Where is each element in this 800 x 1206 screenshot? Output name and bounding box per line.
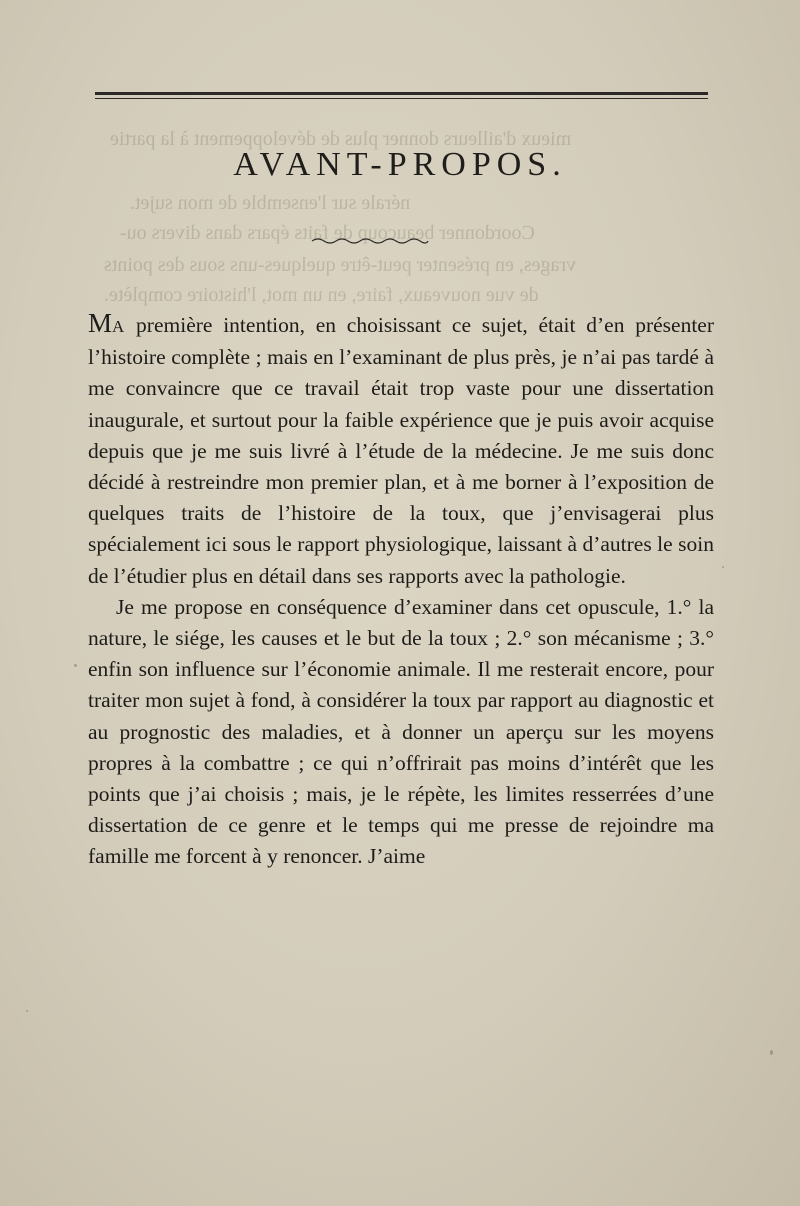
paragraph-1 [88,308,714,592]
bleed-through-decoration: mieux d'ailleurs donner plus de développement à la partie [110,128,572,150]
paper-speck [722,566,724,568]
paper-speck [770,1050,773,1055]
dropcap-initial: M [88,308,113,338]
bleed-through-decoration: vrages, en présenter peut-être quelques-uns sous des points [104,254,577,276]
body-text [88,308,714,873]
paper-speck [26,1010,28,1012]
page-title: AVANT-PROPOS. [233,146,567,183]
bleed-through-decoration: Coordonner beaucoup de faits épars dans divers ou- [120,222,535,244]
bleed-through-decoration: de vue nouveaux, faire, en un mot, l'histoire complète. [104,284,539,306]
top-rule-thick [95,92,708,95]
bleed-through-decoration: nérale sur l'ensemble de mon sujet. [130,192,411,214]
paragraph-1-text: première intention, en choisissant ce sujet, était d’en présenter l’histoire complète ; mais en l’examinant de plus près, je n’ai pas tardé à me convaincre que ce travail était trop vaste pour une dissertation inaugurale, et surtout pour la faible expérience que je puis avoir acquise depuis que je me suis livré à l’étude de la médecine. Je me suis donc décidé à restreindre mon premier plan, et à me borner à l’exposition de quelques traits de l’histoire de la toux, que j’envisagerai plus spécialement ici sous le rapport physiologique, laissant à d’autres le soin de l’étudier plus en détail dans ses rapports avec la pathologie. [88,313,714,588]
top-rule-thin [95,98,708,99]
dropcap-smallcap: A [112,317,126,336]
title-ornament [310,236,430,246]
paragraph-2: Je me propose en conséquence d’examiner dans cet opuscule, 1.° la nature, le siége, les causes et le but de la toux ; 2.° son mécanisme ; 3.° enfin son influence sur l’économie animale. Il me resterait encore, pour traiter mon sujet à fond, à considérer la toux par rapport au diagnostic et au prognostic des maladies, et à donner un aperçu sur les moyens propres à la combattre ; ce qui n’offrirait pas moins d’intérêt que les points que j’ai choisis ; mais, je le répète, les limites resserrées d’une dissertation de ce genre et le temps qui me presse de rejoindre ma famille me forcent à y renoncer. J’aime [88,594,714,869]
paper-speck [74,664,77,667]
